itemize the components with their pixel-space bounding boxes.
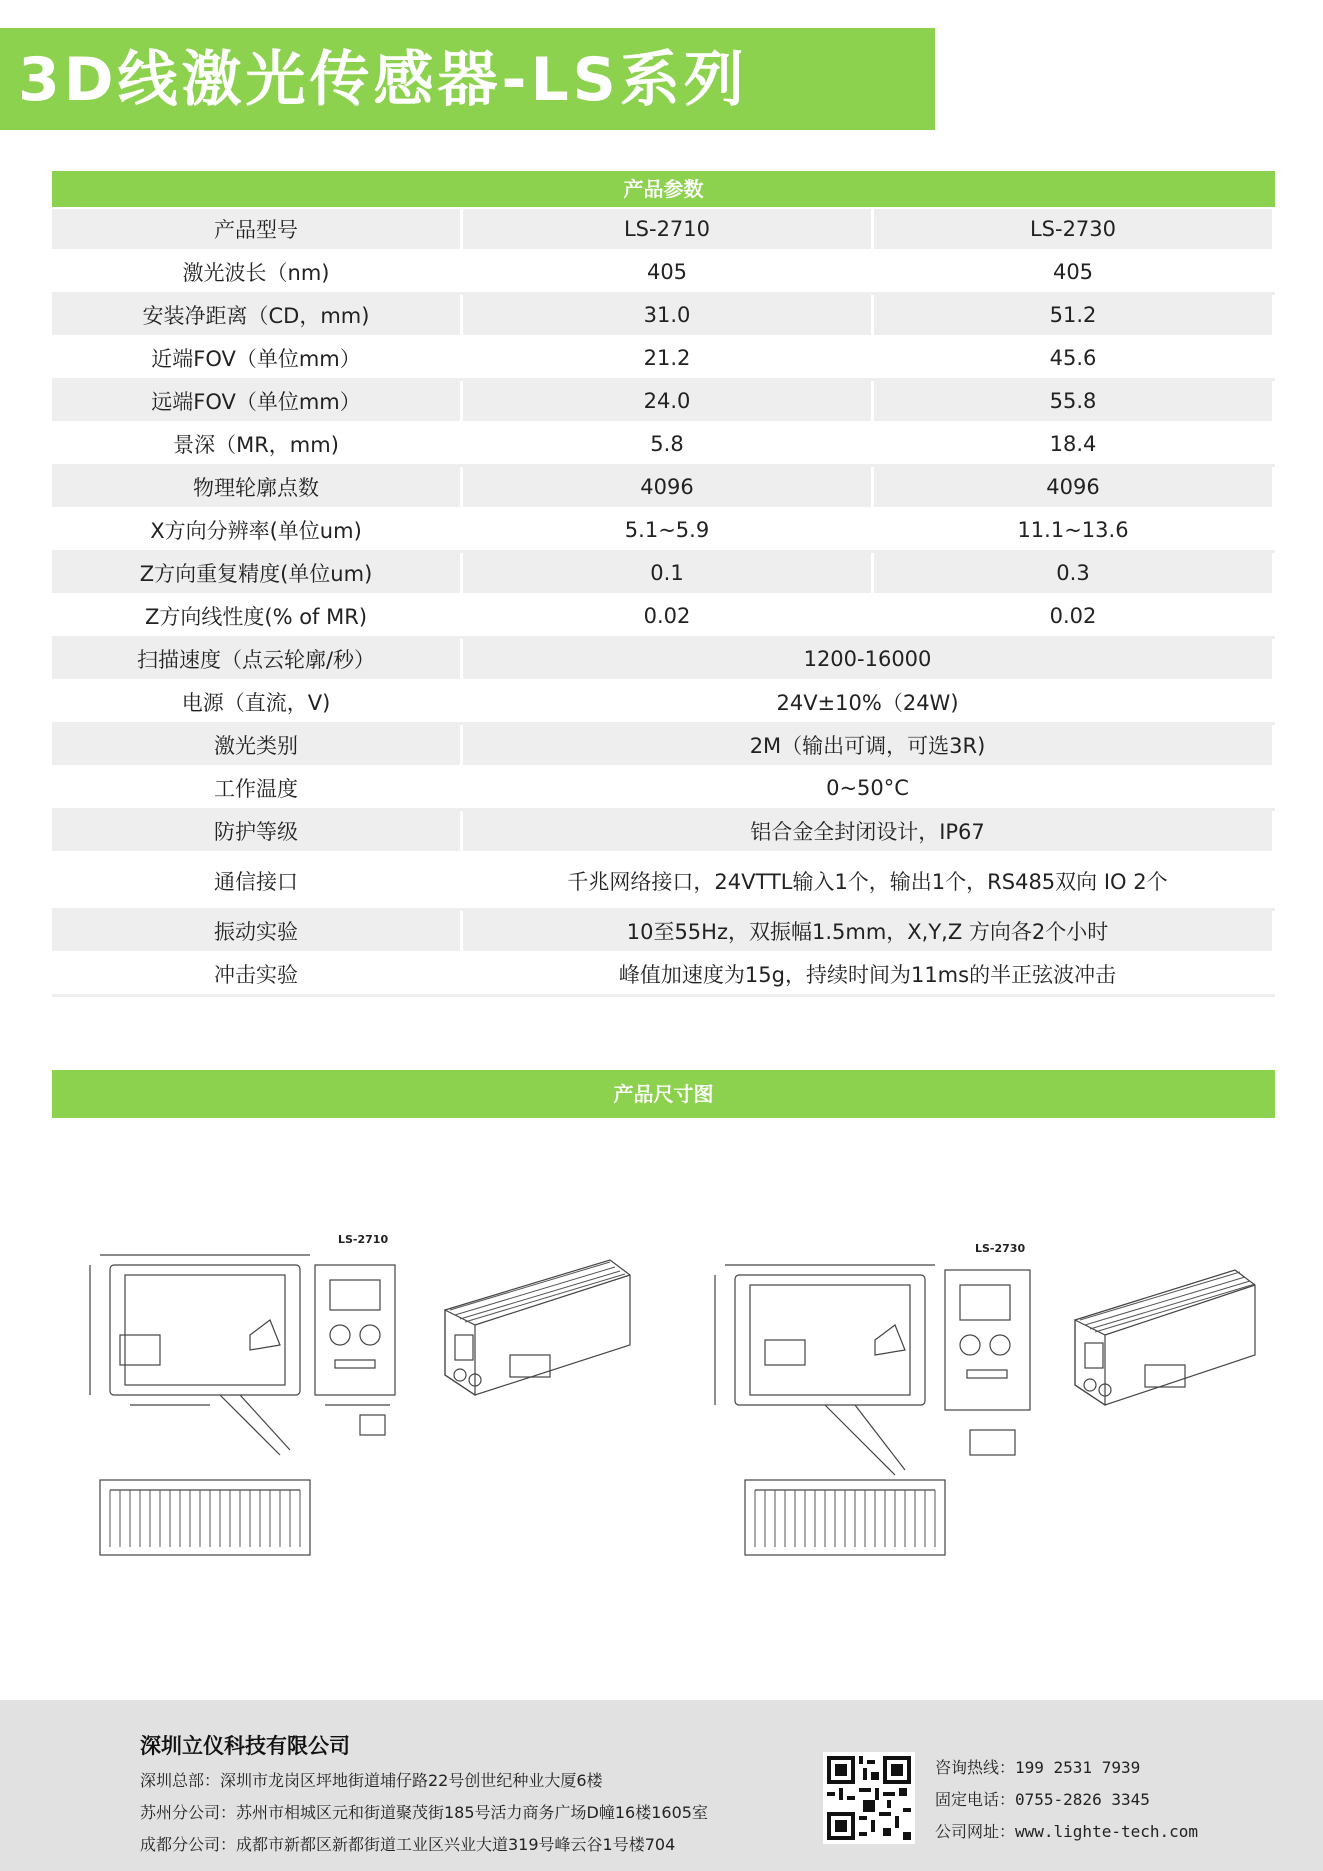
spec-row <box>52 853 1274 910</box>
spec-row <box>52 910 1274 953</box>
spec-row <box>52 810 1274 853</box>
spec-row <box>52 767 1274 810</box>
spec-value: 405 <box>873 251 1274 294</box>
spec-value: 31.0 <box>462 294 873 337</box>
spec-label: 远端FOV（单位mm） <box>52 380 462 423</box>
spec-section-title: 产品参数 <box>52 171 1275 207</box>
company-name: 深圳立仪科技有限公司 <box>140 1734 350 1758</box>
spec-value: 5.8 <box>462 423 873 466</box>
spec-label: 激光波长（nm) <box>52 251 462 294</box>
spec-value: 1200-16000 <box>462 638 1274 681</box>
spec-value: 18.4 <box>873 423 1274 466</box>
spec-label: 振动实验 <box>52 910 462 953</box>
spec-row <box>52 638 1274 681</box>
address-hq: 深圳总部：深圳市龙岗区坪地街道埔仔路22号创世纪种业大厦6楼 <box>140 1771 603 1790</box>
spec-label: X方向分辨率(单位um) <box>52 509 462 552</box>
spec-row <box>52 423 1274 466</box>
diagram-model-label: LS-2710 <box>338 1233 389 1246</box>
spec-value: 51.2 <box>873 294 1274 337</box>
spec-value: 4096 <box>462 466 873 509</box>
spec-value: LS-2710 <box>462 209 873 251</box>
spec-value: 0~50°C <box>462 767 1274 810</box>
spec-value: 千兆网络接口，24VTTL输入1个，输出1个，RS485双向 IO 2个 <box>462 853 1274 910</box>
spec-value: 45.6 <box>873 337 1274 380</box>
spec-label: 物理轮廓点数 <box>52 466 462 509</box>
dimension-section-title: 产品尺寸图 <box>52 1070 1275 1118</box>
address-suzhou: 苏州分公司：苏州市相城区元和街道聚茂街185号活力商务广场D幢16楼1605室 <box>140 1803 708 1822</box>
spec-label: 冲击实验 <box>52 953 462 996</box>
spec-value: 405 <box>462 251 873 294</box>
spec-row <box>52 466 1274 509</box>
spec-label: Z方向重复精度(单位um) <box>52 552 462 595</box>
dimension-drawing-ls-2710 <box>70 1225 650 1570</box>
spec-value: LS-2730 <box>873 209 1274 251</box>
contact-website[interactable]: 公司网址：www.lighte-tech.com <box>935 1822 1199 1841</box>
spec-label: 激光类别 <box>52 724 462 767</box>
spec-value: 10至55Hz，双振幅1.5mm，X,Y,Z 方向各2个小时 <box>462 910 1274 953</box>
spec-table <box>52 209 1275 997</box>
spec-row <box>52 380 1274 423</box>
spec-value: 4096 <box>873 466 1274 509</box>
spec-label: 电源（直流，V) <box>52 681 462 724</box>
spec-row <box>52 294 1274 337</box>
contact-hotline: 咨询热线：199 2531 7939 <box>935 1758 1141 1777</box>
spec-value: 11.1~13.6 <box>873 509 1274 552</box>
qr-code <box>823 1752 915 1844</box>
spec-row <box>52 953 1274 996</box>
spec-label: 景深（MR，mm) <box>52 423 462 466</box>
spec-label: 产品型号 <box>52 209 462 251</box>
spec-row <box>52 681 1274 724</box>
spec-label: Z方向线性度(% of MR) <box>52 595 462 638</box>
spec-label: 通信接口 <box>52 853 462 910</box>
spec-row <box>52 552 1274 595</box>
spec-label: 近端FOV（单位mm） <box>52 337 462 380</box>
spec-row <box>52 724 1274 767</box>
address-chengdu: 成都分公司：成都市新都区新都街道工业区兴业大道319号峰云谷1号楼704 <box>140 1835 676 1854</box>
spec-label: 工作温度 <box>52 767 462 810</box>
spec-value: 铝合金全封闭设计，IP67 <box>462 810 1274 853</box>
spec-value: 24V±10%（24W) <box>462 681 1274 724</box>
page-title: 3D线激光传感器-LS系列 <box>18 45 748 115</box>
spec-row <box>52 251 1274 294</box>
spec-value: 24.0 <box>462 380 873 423</box>
spec-value: 21.2 <box>462 337 873 380</box>
spec-row <box>52 509 1274 552</box>
spec-label: 扫描速度（点云轮廓/秒） <box>52 638 462 681</box>
spec-label: 防护等级 <box>52 810 462 853</box>
spec-label: 安装净距离（CD，mm) <box>52 294 462 337</box>
spec-row <box>52 595 1274 638</box>
spec-value: 5.1~5.9 <box>462 509 873 552</box>
dimension-drawing-ls-2730 <box>705 1235 1270 1575</box>
spec-value: 0.02 <box>873 595 1274 638</box>
spec-row <box>52 209 1274 251</box>
diagram-model-label: LS-2730 <box>975 1242 1026 1255</box>
spec-value: 0.1 <box>462 552 873 595</box>
spec-value: 峰值加速度为15g，持续时间为11ms的半正弦波冲击 <box>462 953 1274 996</box>
spec-row <box>52 337 1274 380</box>
contact-phone: 固定电话：0755-2826 3345 <box>935 1790 1150 1809</box>
spec-value: 55.8 <box>873 380 1274 423</box>
spec-value: 0.02 <box>462 595 873 638</box>
spec-value: 0.3 <box>873 552 1274 595</box>
spec-value: 2M（输出可调，可选3R) <box>462 724 1274 767</box>
